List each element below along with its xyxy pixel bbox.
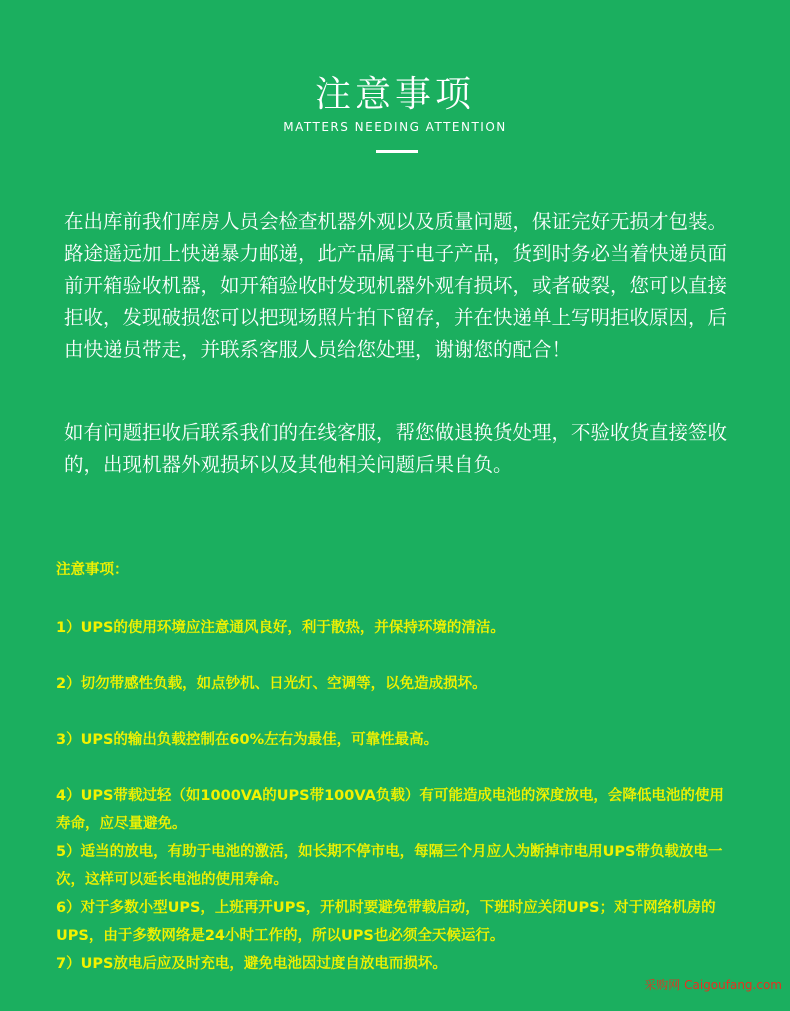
note-item-2: 2）切勿带感性负载，如点钞机、日光灯、空调等，以免造成损坏。 bbox=[56, 676, 487, 692]
title-divider bbox=[376, 150, 418, 153]
note-item-7: 7）UPS放电后应及时充电，避免电池因过度自放电而损坏。 bbox=[56, 956, 447, 972]
intro-paragraph-1: 在出库前我们库房人员会检查机器外观以及质量问题，保证完好无损才包装。路途遥远加上快递暴力邮递，此产品属于电子产品，货到时务必当着快递员面前开箱验收机器，如开箱验收时发现机器外观有损坏，或者破裂，您可以直接拒收，发现破损您可以把现场照片拍下留存，并在快递单上写明拒收原因，后由快递员带走，并联系客服人员给您处理，谢谢您的配合！ bbox=[64, 210, 728, 361]
notes-section bbox=[56, 558, 732, 978]
note-item-1: 1）UPS的使用环境应注意通风良好，利于散热，并保持环境的清洁。 bbox=[56, 620, 505, 636]
watermark: 采购网 Caigoufang.com bbox=[644, 978, 782, 992]
note-item-6: 6）对于多数小型UPS，上班再开UPS，开机时要避免带载启动，下班时应关闭UPS；对于网络机房的UPS，由于多数网络是24小时工作的，所以UPS也必须全天候运行。 bbox=[56, 900, 716, 944]
notes-heading: 注意事项： bbox=[56, 562, 129, 578]
intro-paragraph-2: 如有问题拒收后联系我们的在线客服，帮您做退换货处理，不验收货直接签收的，出现机器外观损坏以及其他相关问题后果自负。 bbox=[64, 421, 728, 476]
note-item-4: 4）UPS带载过轻（如1000VA的UPS带100VA负载）有可能造成电池的深度放电，会降低电池的使用寿命，应尽量避免。 bbox=[56, 788, 724, 832]
page-title: 注意事项 bbox=[314, 74, 475, 115]
note-item-3: 3）UPS的输出负载控制在60%左右为最佳，可靠性最高。 bbox=[56, 732, 439, 748]
page-subtitle: MATTERS NEEDING ATTENTION bbox=[283, 120, 507, 134]
note-item-5: 5）适当的放电，有助于电池的激活，如长期不停市电，每隔三个月应人为断掉市电用UPS带负载放电一次，这样可以延长电池的使用寿命。 bbox=[56, 844, 723, 888]
